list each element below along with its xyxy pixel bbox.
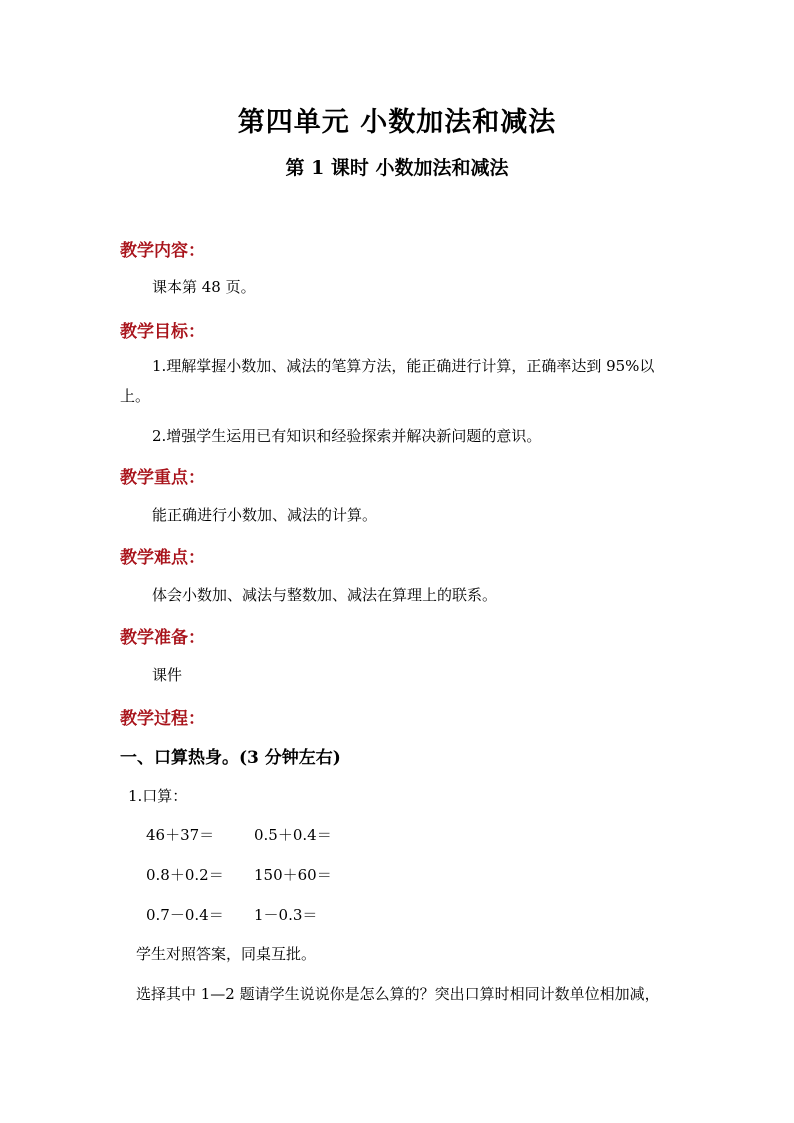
- calc-row-3: [146, 904, 317, 925]
- calc-item: 1－0.3＝: [254, 906, 318, 924]
- calc-item: 46＋37＝: [146, 826, 215, 844]
- calc-item: 150＋60＝: [254, 866, 332, 884]
- goal-2-text: 2.增强学生运用已有知识和经验探索并解决新问题的意识。: [152, 427, 542, 445]
- preparation-text: 课件: [152, 666, 183, 684]
- heading-difficulties: 教学难点：: [120, 548, 205, 568]
- peer-check-note: 学生对照答案，同桌互批。: [136, 945, 317, 963]
- calc-item: 0.5＋0.4＝: [254, 826, 332, 844]
- difficulties-text: 体会小数加、减法与整数加、减法在算理上的联系。: [152, 586, 498, 604]
- calc-row-1: [146, 824, 332, 845]
- heading-teaching-content: 教学内容：: [120, 241, 205, 261]
- heading-process: 教学过程：: [120, 709, 205, 729]
- heading-key-points: 教学重点：: [120, 468, 205, 488]
- calc-item: 0.7－0.4＝: [146, 906, 224, 924]
- calc-row-2: [146, 864, 332, 885]
- heading-preparation: 教学准备：: [120, 628, 205, 648]
- warmup-heading: 一、口算热身。(3 分钟左右): [120, 748, 341, 768]
- goal-1-text: 1.理解掌握小数加、减法的笔算方法，能正确进行计算，正确率达到 95%以上。: [120, 357, 655, 405]
- calc-item: 0.8＋0.2＝: [146, 866, 224, 884]
- heading-teaching-goals: 教学目标：: [120, 322, 205, 342]
- teaching-content-text: 课本第 48 页。: [152, 278, 256, 296]
- mental-math-label: 1.口算：: [128, 787, 188, 805]
- key-points-text: 能正确进行小数加、减法的计算。: [152, 506, 378, 524]
- lesson-subtitle: 第 1 课时 小数加法和减法: [285, 157, 509, 179]
- unit-title: 第四单元 小数加法和减法: [237, 107, 557, 138]
- explain-method-note: 选择其中 1—2 题请学生说说你是怎么算的？突出口算时相同计数单位相加减，: [136, 985, 660, 1003]
